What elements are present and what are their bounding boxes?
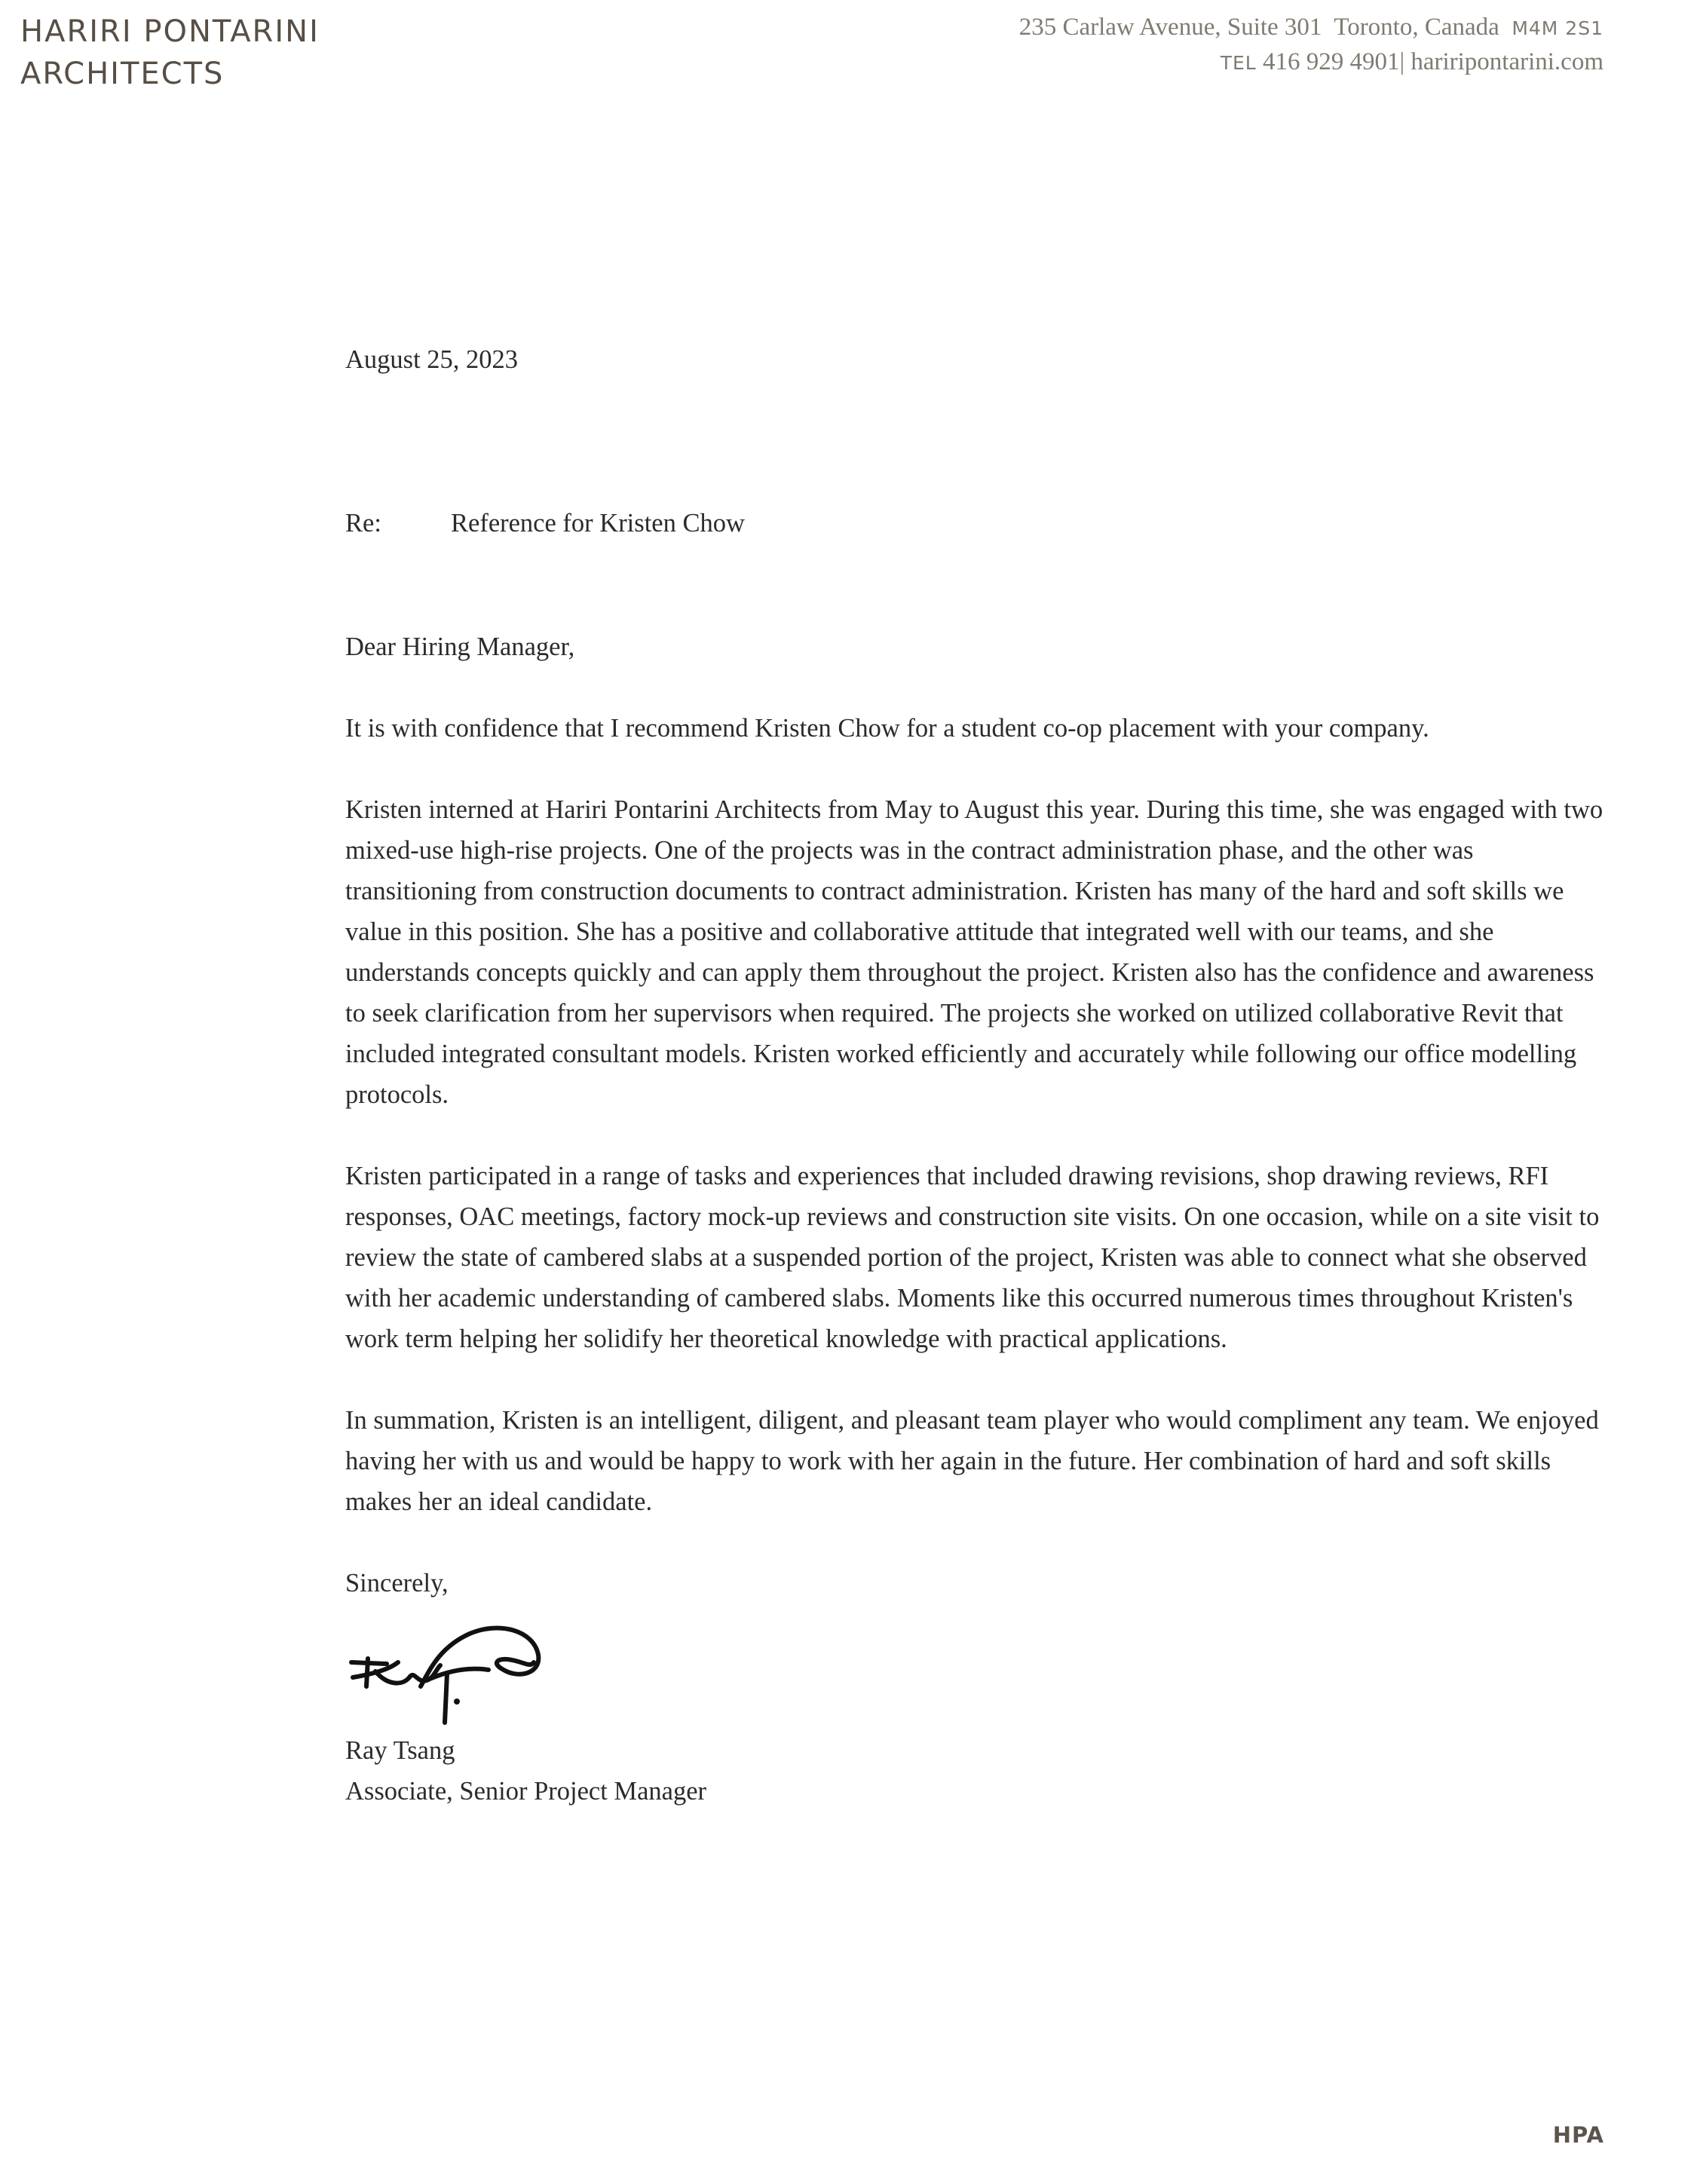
letter-date: August 25, 2023 [345, 345, 519, 374]
closing: Sincerely, [345, 1569, 449, 1597]
tel-label: TEL [1220, 52, 1257, 74]
address-city: Toronto, Canada [1334, 14, 1499, 41]
subject-text: Reference for Kristen Chow [451, 509, 745, 538]
paragraph-internship: Kristen interned at Hariri Pontarini Architects from May to August this year. During this time, she was engaged with two mixed-use high-rise projects. One of the projects was in the contract administration phase, and the other was transitioning from construction documents to contract administration. Kristen has many of the hard and soft skills we value in this position. She has a positive and collaborative attitude that integrated well with our teams, and she understands concepts quickly and can apply them throughout the project. Kristen also has the confidence and awareness to seek clarification from her supervisors when required. The projects she worked on utilized collaborative Revit that included integrated consultant models. Kristen worked efficiently and accurately while following our office modelling protocols. [345, 795, 1604, 1109]
subject-label: Re: [345, 509, 381, 538]
paragraph-intro: It is with confidence that I recommend Kristen Chow for a student co-op placement with your company. [345, 714, 1429, 743]
signer-name: Ray Tsang [345, 1736, 455, 1765]
contact-line [1019, 45, 1604, 80]
contact-separator: | [1399, 48, 1405, 75]
paragraph-summary: In summation, Kristen is an intelligent, diligent, and pleasant team player who would compliment any team. We enjoyed having her with us and would be happy to work with her again in the future. Her combination of hard and soft skills makes her an ideal candidate. [345, 1406, 1599, 1516]
firm-name-line2: ARCHITECTS [20, 57, 225, 91]
paragraph-tasks: Kristen participated in a range of tasks and experiences that included drawing revisions, shop drawing reviews, RFI responses, OAC meetings, factory mock-up reviews and construction site visits. On one occasion, while on a site visit to review the state of cambered slabs at a suspended portion of the project, Kristen was able to connect what she observed with her academic understanding of cambered slabs. Moments like this occurred numerous times throughout Kristen's work term helping her solidify her theoretical knowledge with practical applications. [345, 1162, 1600, 1353]
salutation: Dear Hiring Manager, [345, 633, 575, 661]
address-postal: M4M 2S1 [1512, 17, 1604, 39]
address-street: 235 Carlaw Avenue, Suite 301 [1018, 14, 1322, 41]
firm-logo [20, 11, 320, 95]
letterhead-contact [1019, 11, 1604, 80]
firm-name-line1: HARIRI PONTARINI [20, 14, 320, 49]
subject-line [345, 503, 1604, 544]
footer-monogram: HPA [1552, 2122, 1604, 2148]
letter-body [345, 339, 1604, 1812]
address-line [1019, 11, 1604, 45]
tel-number: 416 929 4901 [1262, 48, 1400, 75]
signer-title: Associate, Senior Project Manager [345, 1777, 707, 1806]
signature [345, 1617, 549, 1730]
website: hariripontarini.com [1411, 48, 1604, 75]
